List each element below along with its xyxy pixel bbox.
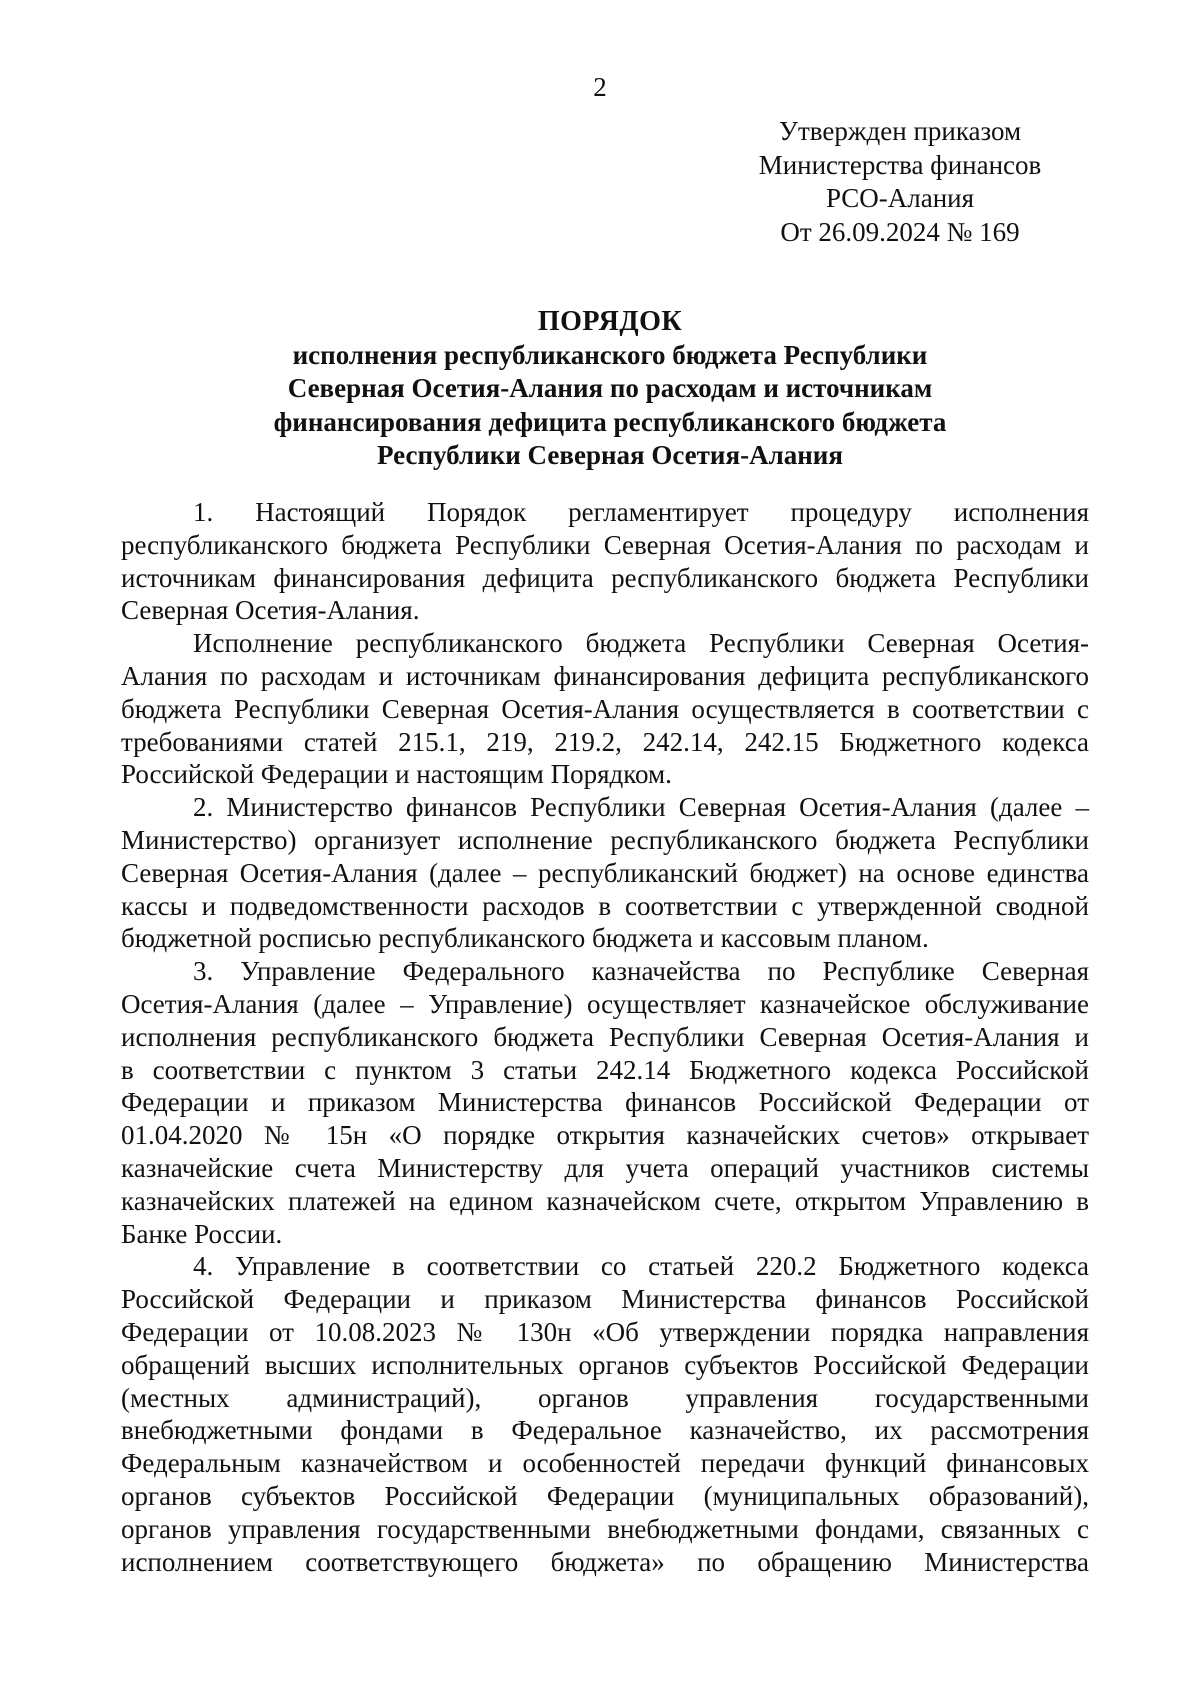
paragraph-3-line: 3. Управление Федерального казначейства по Республике Северная	[193, 956, 1089, 987]
paragraph-3-line: Банке России.	[121, 1218, 283, 1249]
document-body	[121, 496, 1089, 1578]
paragraph-3-line: казначейские счета Министерству для учета операций участников системы	[121, 1152, 1089, 1183]
paragraph-4-line: обращений высших исполнительных органов субъектов Российской Федерации	[121, 1349, 1089, 1380]
paragraph-4-line: (местных администраций), органов управления государственными	[121, 1382, 1089, 1413]
paragraph-1-line: Северная Осетия-Алания.	[121, 595, 420, 626]
paragraph-3-line: в соответствии с пунктом 3 статьи 242.14 Бюджетного кодекса Российской	[121, 1054, 1089, 1085]
paragraph-4-line: органов управления государственными внебюджетными фондами, связанных с	[121, 1513, 1089, 1544]
paragraph-1-line: источникам финансирования дефицита республиканского бюджета Республики	[121, 562, 1089, 593]
paragraph-4-line: исполнением соответствующего бюджета» по обращению Министерства	[121, 1546, 1089, 1577]
paragraph-2-line: 2. Министерство финансов Республики Северная Осетия-Алания (далее –	[193, 792, 1089, 823]
paragraph-3-line: 01.04.2020 № 15н «О порядке открытия казначейских счетов» открывает	[121, 1120, 1089, 1151]
paragraph-1b-line: бюджета Республики Северная Осетия-Алания осуществляется в соответствии с	[121, 693, 1089, 724]
paragraph-4-line: Российской Федерации и приказом Министерства финансов Российской	[121, 1284, 1089, 1315]
paragraph-4-line: внебюджетными фондами в Федеральное казначейство, их рассмотрения	[121, 1415, 1089, 1446]
paragraph-2-line: бюджетной росписью республиканского бюджета и кассовым планом.	[121, 923, 929, 954]
title-heading: ПОРЯДОК	[537, 306, 683, 337]
paragraph-2-line: Северная Осетия-Алания (далее – республиканский бюджет) на основе единства	[121, 857, 1089, 888]
paragraph-3-line: исполнения республиканского бюджета Республики Северная Осетия-Алания и	[121, 1021, 1089, 1052]
approval-stamp	[740, 115, 1060, 249]
paragraph-2-line: Министерство) организует исполнение республиканского бюджета Республики	[121, 824, 1089, 855]
paragraph-3-line: Осетия-Алания (далее – Управление) осуществляет казначейское обслуживание	[121, 988, 1089, 1019]
title-subtitle-line: Республики Северная Осетия-Алания	[377, 440, 843, 470]
page-number: 2	[593, 72, 607, 102]
paragraph-1b-line: Алания по расходам и источникам финансирования дефицита республиканского	[121, 660, 1089, 691]
document-title	[120, 305, 1100, 473]
paragraph-4-line: Федеральным казначейством и особенностей передачи функций финансовых	[121, 1448, 1089, 1479]
approval-order-number: От 26.09.2024 № 169	[780, 216, 1020, 247]
paragraph-2-line: кассы и подведомственности расходов в соответствии с утвержденной сводной	[121, 890, 1089, 921]
paragraph-4-line: органов субъектов Российской Федерации (муниципальных образований),	[121, 1480, 1089, 1511]
paragraph-4-line: Федерации от 10.08.2023 № 130н «Об утверждении порядка направления	[121, 1316, 1089, 1347]
paragraph-1b-line: Исполнение республиканского бюджета Республики Северная Осетия-	[193, 628, 1089, 659]
approval-line: Утвержден приказом	[778, 116, 1022, 146]
paragraph-1-line: республиканского бюджета Республики Северная Осетия-Алания по расходам и	[121, 529, 1089, 560]
paragraph-1-line: 1. Настоящий Порядок регламентирует процедуру исполнения	[193, 497, 1089, 527]
paragraph-3-line: казначейских платежей на едином казначейском счете, открытом Управлению в	[121, 1185, 1089, 1216]
approval-line: Министерства финансов	[758, 149, 1042, 180]
paragraph-1b-line: требованиями статей 215.1, 219, 219.2, 242.14, 242.15 Бюджетного кодекса	[121, 726, 1089, 757]
paragraph-4-line: 4. Управление в соответствии со статьей 220.2 Бюджетного кодекса	[193, 1251, 1089, 1282]
title-subtitle-line: исполнения республиканского бюджета Республики	[292, 339, 928, 370]
paragraph-1b-line: Российской Федерации и настоящим Порядком.	[121, 759, 672, 790]
title-subtitle-line: Северная Осетия-Алания по расходам и источникам	[287, 373, 933, 403]
approval-line: РСО-Алания	[825, 183, 975, 213]
paragraph-3-line: Федерации и приказом Министерства финансов Российской Федерации от	[121, 1087, 1089, 1118]
title-subtitle-line: финансирования дефицита республиканского бюджета	[273, 406, 947, 437]
